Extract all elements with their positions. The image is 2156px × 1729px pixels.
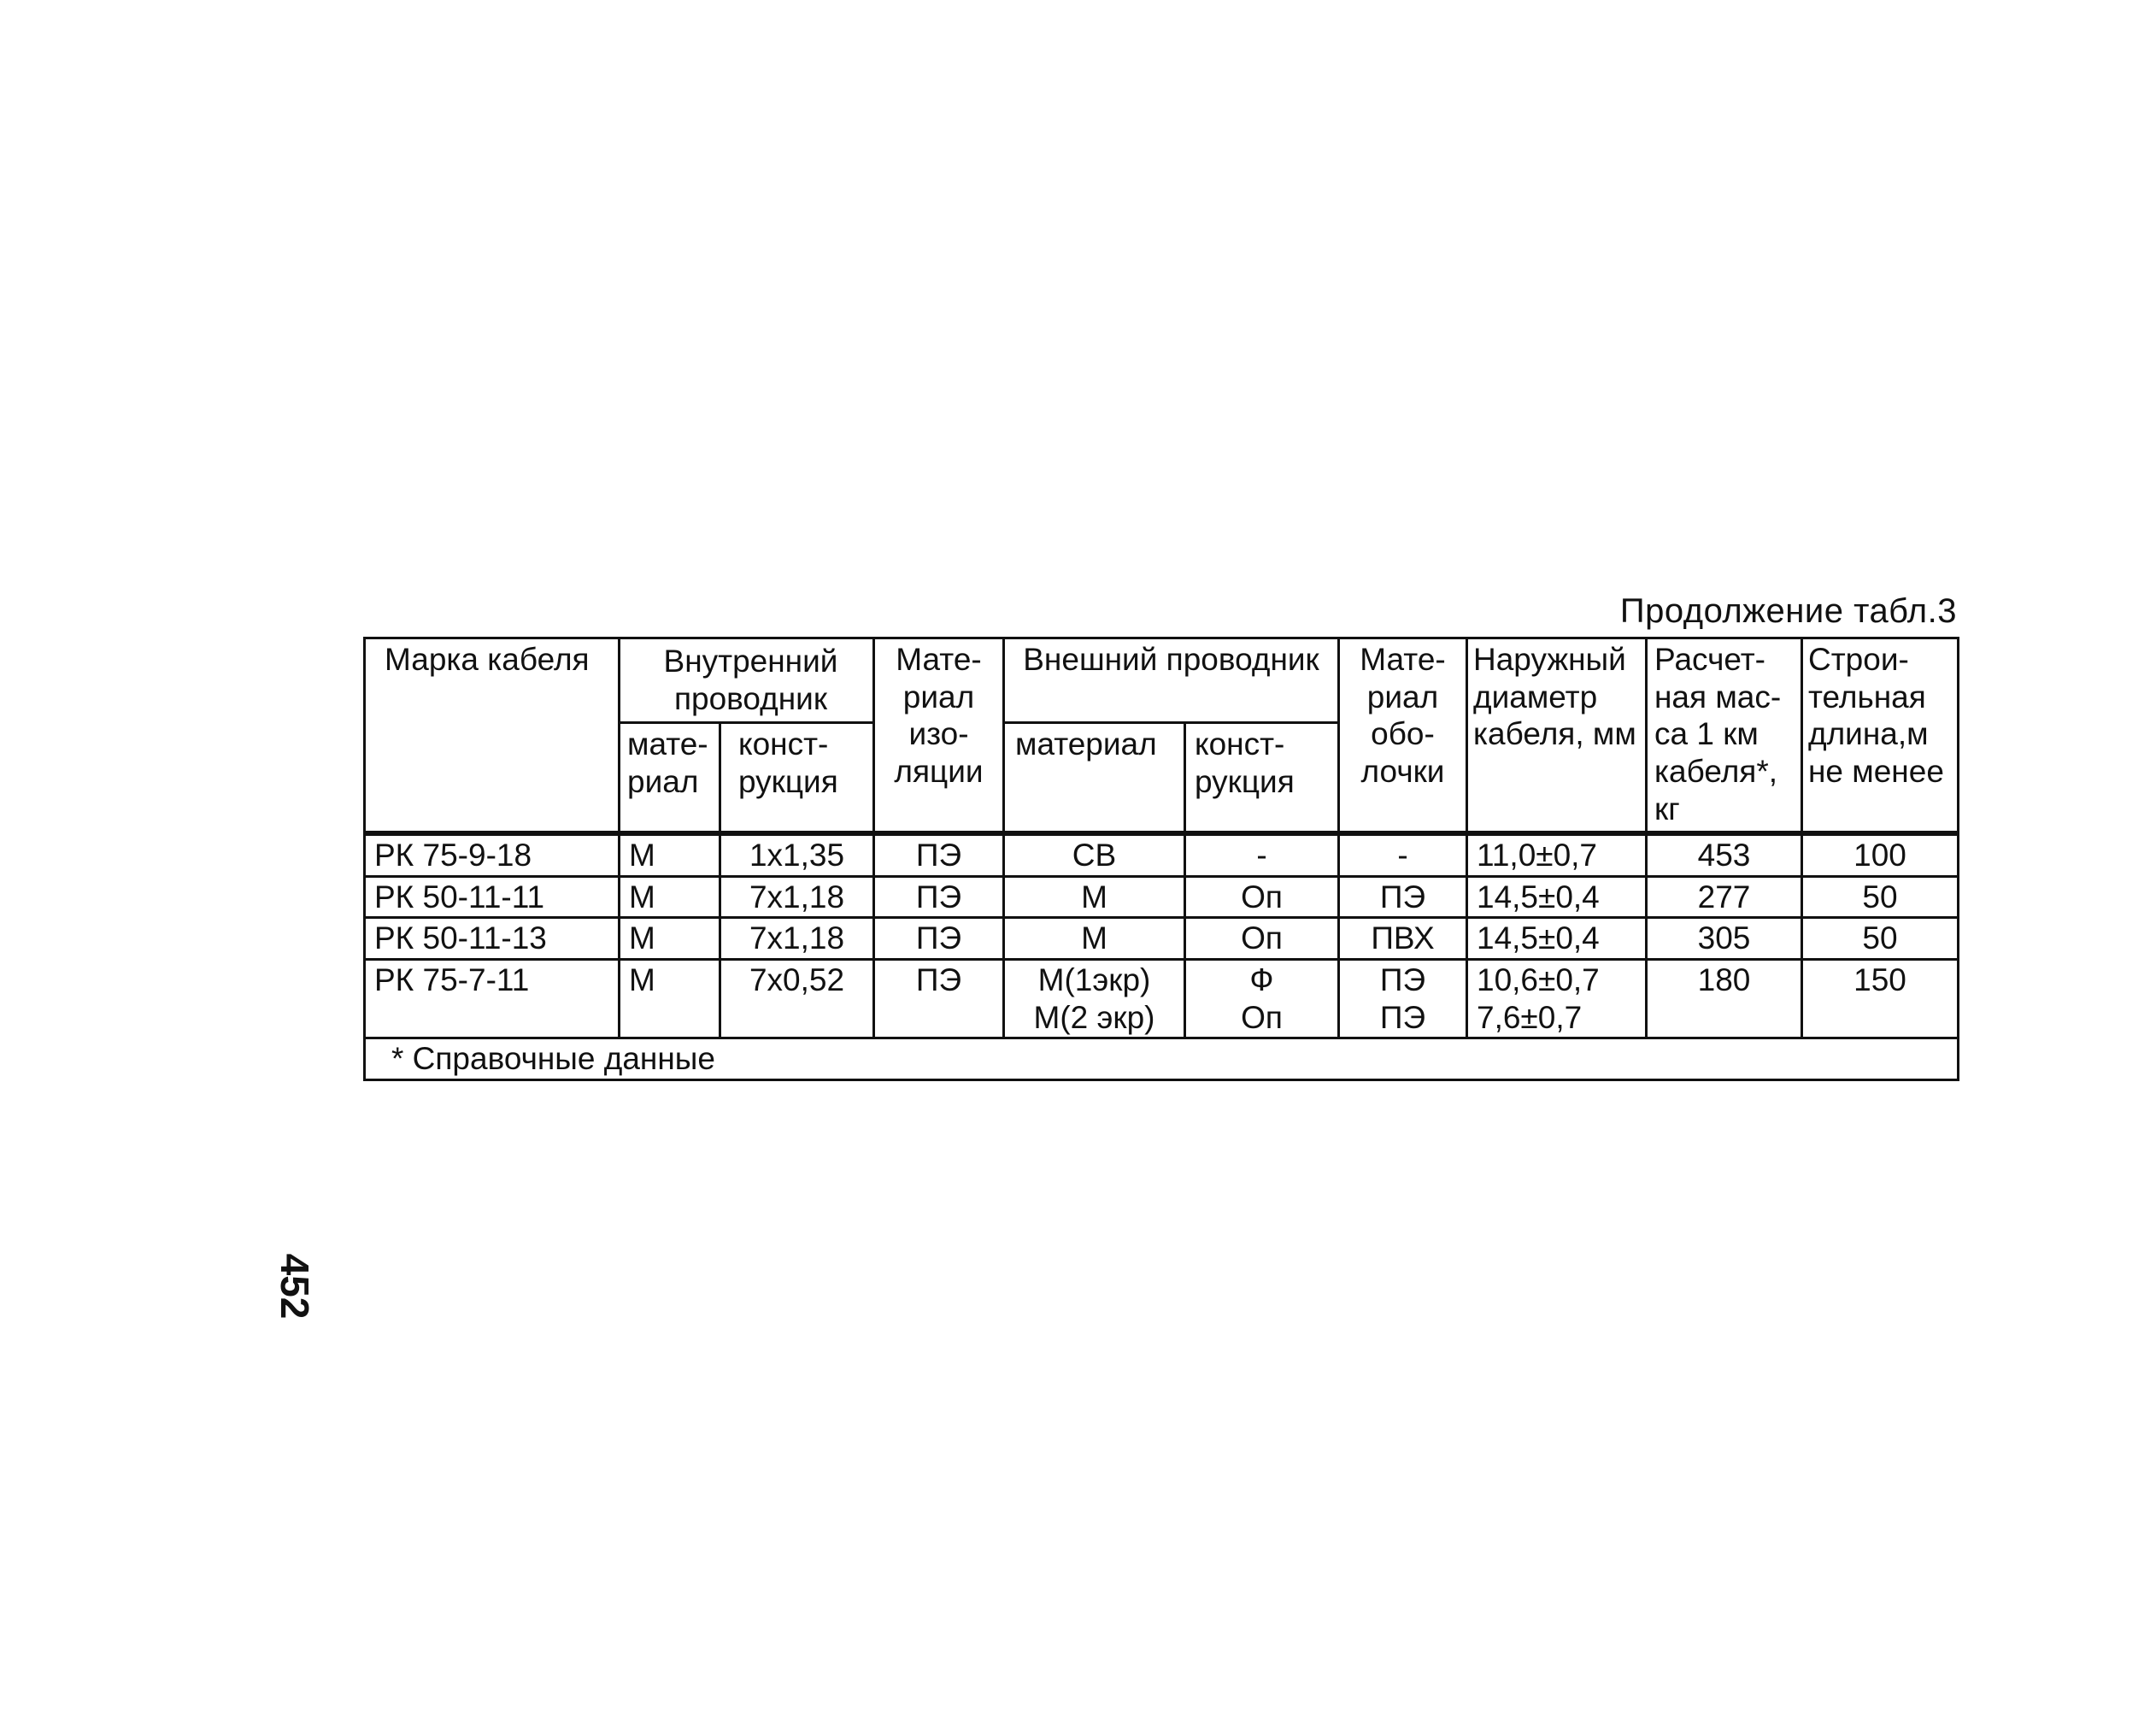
cell-line: ПЭ [1379,999,1426,1035]
header-outer-material: материал [1004,723,1185,833]
cell-sheath: ПВХ [1339,918,1467,960]
cell-mass: 305 [1647,918,1802,960]
cell-diameter: 14,5±0,4 [1467,876,1647,918]
cell-outer-construction: - [1185,833,1339,876]
cell-brand: РК 50-11-11 [365,876,620,918]
cell-diameter [1467,959,1647,1038]
cell-insulation: ПЭ [874,918,1004,960]
header-outer-construction: конст-рукция [1185,723,1339,833]
cell-brand: РК 75-9-18 [365,833,620,876]
header-inner-material: мате-риал [620,723,720,833]
cell-diameter: 11,0±0,7 [1467,833,1647,876]
cell-line: Оп [1241,999,1283,1035]
cell-outer-material: М [1004,876,1185,918]
cell-outer-construction [1185,959,1339,1038]
cell-outer-construction: Оп [1185,876,1339,918]
cell-brand: РК 75-7-11 [365,959,620,1038]
footnote-row [365,1038,1959,1080]
table-row [365,876,1959,918]
cell-insulation: ПЭ [874,833,1004,876]
cell-brand: РК 50-11-13 [365,918,620,960]
cell-diameter: 14,5±0,4 [1467,918,1647,960]
cell-length: 50 [1802,876,1959,918]
cell-length: 100 [1802,833,1959,876]
header-inner-construction: конст-рукция [720,723,874,833]
table-row [365,959,1959,1038]
cell-length: 150 [1802,959,1959,1038]
cell-mass: 180 [1647,959,1802,1038]
table-row [365,918,1959,960]
cable-table [363,637,1959,1081]
table-row [365,833,1959,876]
header-outer-diameter: Наружный диаметр кабеля, мм [1467,638,1647,834]
cell-inner-construction: 7x1,18 [720,918,874,960]
cell-mass: 453 [1647,833,1802,876]
cell-sheath: - [1339,833,1467,876]
cell-insulation: ПЭ [874,876,1004,918]
cell-line: 7,6±0,7 [1477,999,1583,1035]
page-number: 452 [273,1253,317,1320]
header-length: Строи-тельная длина,м не менее [1802,638,1959,834]
cell-outer-material: М [1004,918,1185,960]
cell-inner-material: М [620,833,720,876]
cell-line: М(1экр) [1037,962,1151,997]
footnote: * Справочные данные [365,1038,1959,1080]
cell-mass: 277 [1647,876,1802,918]
header-insulation-material: Мате-риал изо-ляции [874,638,1004,834]
cell-outer-construction: Оп [1185,918,1339,960]
cell-inner-construction: 7x0,52 [720,959,874,1038]
cell-inner-construction: 7x1,18 [720,876,874,918]
header-sheath-material: Мате-риал обо-лочки [1339,638,1467,834]
cell-sheath [1339,959,1467,1038]
header-outer-conductor: Внешний проводник [1004,638,1339,723]
table-caption: Продолжение табл.3 [1619,592,1957,630]
cell-inner-material: М [620,918,720,960]
header-mass: Расчет-ная мас-са 1 км кабеля*, кг [1647,638,1802,834]
cell-inner-construction: 1x1,35 [720,833,874,876]
header-brand: Марка кабеля [365,638,620,834]
cell-inner-material: М [620,876,720,918]
cell-line: М(2 экр) [1033,999,1155,1035]
cell-line: ПЭ [1379,962,1426,997]
cell-outer-material: СВ [1004,833,1185,876]
header-inner-conductor: Внутренний проводник [620,638,874,723]
cell-line: Ф [1249,962,1274,997]
cell-inner-material: М [620,959,720,1038]
cell-line: 10,6±0,7 [1477,962,1600,997]
cell-outer-material [1004,959,1185,1038]
cell-length: 50 [1802,918,1959,960]
cell-sheath: ПЭ [1339,876,1467,918]
cell-insulation: ПЭ [874,959,1004,1038]
